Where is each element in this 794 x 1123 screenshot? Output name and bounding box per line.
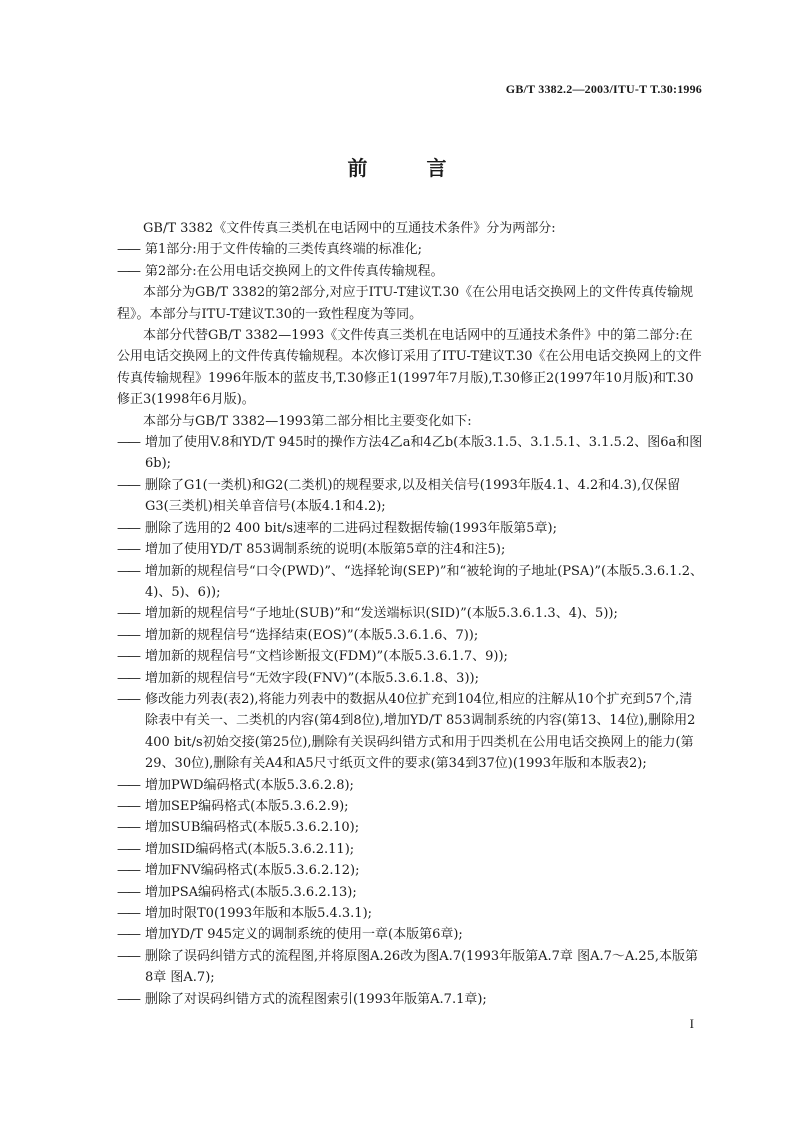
document-body <box>117 218 705 1010</box>
change-item: —— 删除了对误码纠错方式的流程图索引(1993年版第A.7.1章); <box>117 989 705 1010</box>
change-item: —— 删除了选用的2 400 bit/s速率的二进码过程数据传输(1993年版第5章); <box>117 518 705 539</box>
change-item: —— 增加SEP编码格式(本版5.3.6.2.9); <box>117 796 705 817</box>
change-item: —— 增加新的规程信号“选择结束(EOS)”(本版5.3.6.1.6、7)); <box>117 625 705 646</box>
part-2-item: —— 第2部分:在公用电话交换网上的文件传真传输规程。 <box>117 261 705 282</box>
changes-intro-paragraph: 本部分与GB/T 3382—1993第二部分相比主要变化如下: <box>143 413 472 429</box>
changes-list <box>117 432 705 1010</box>
change-item: —— 增加PWD编码格式(本版5.3.6.2.8); <box>117 775 705 796</box>
change-item: —— 修改能力列表(表2),将能力列表中的数据从40位扩充到104位,相应的注解从10个扩充到57个,清除表中有关一、二类机的内容(第4到8位),增加YD/T 853调制系统的内容(第13、14位),删除用2 400 bit/s初始交接(第25位),删除有关误码纠错方式和用于四类机在公用电话交换网上的能力(第29、30位),删除有关A4和A5尺寸纸页文件的要求(第34到37位)(1993年版和本版表2); <box>117 689 705 775</box>
standard-code-header: GB/T 3382.2—2003/ITU-T T.30:1996 <box>505 82 702 96</box>
change-item: —— 增加PSA编码格式(本版5.3.6.2.13); <box>117 882 705 903</box>
page-title: 前 言 <box>347 156 473 180</box>
change-item: —— 增加SUB编码格式(本版5.3.6.2.10); <box>117 817 705 838</box>
change-item: —— 增加了使用V.8和YD/T 945时的操作方法4乙a和4乙b(本版3.1.5、3.1.5.1、3.1.5.2、图6a和图6b); <box>117 432 705 475</box>
parts-list <box>117 239 705 282</box>
change-item: —— 增加新的规程信号“无效字段(FNV)”(本版5.3.6.1.8、3)); <box>117 668 705 689</box>
change-item: —— 增加新的规程信号“文档诊断报文(FDM)”(本版5.3.6.1.7、9)); <box>117 646 705 667</box>
change-item: —— 删除了误码纠错方式的流程图,并将原图A.26改为图A.7(1993年版第A.7章 图A.7～A.25,本版第8章 图A.7); <box>117 946 705 989</box>
part-1-item: —— 第1部分:用于文件传输的三类传真终端的标准化; <box>117 239 705 260</box>
page-number: I <box>689 1016 694 1031</box>
change-item: —— 增加时限T0(1993年版和本版5.4.3.1); <box>117 903 705 924</box>
change-item: —— 增加新的规程信号“子地址(SUB)”和“发送端标识(SID)”(本版5.3.6.1.3、4)、5)); <box>117 603 705 624</box>
change-item: —— 增加新的规程信号“口令(PWD)”、“选择轮询(SEP)”和“被轮询的子地址(PSA)”(本版5.3.6.1.2、4)、5)、6)); <box>117 561 705 604</box>
replacement-paragraph: 本部分代替GB/T 3382—1993《文件传真三类机在电话网中的互通技术条件》中的第二部分:在公用电话交换网上的文件传真传输规程。本次修订采用了ITU-T建议T.30《在公用电话交换网上的文件传真传输规程》1996年版本的蓝皮书,T.30修正1(1997年7月版),T.30修正2(1997年10月版)和T.30修正3(1998年6月版)。 <box>117 328 702 408</box>
change-item: —— 增加FNV编码格式(本版5.3.6.2.12); <box>117 860 705 881</box>
change-item: —— 增加YD/T 945定义的调制系统的使用一章(本版第6章); <box>117 924 705 945</box>
change-item: —— 增加了使用YD/T 853调制系统的说明(本版第5章的注4和注5); <box>117 539 705 560</box>
intro-paragraph: GB/T 3382《文件传真三类机在电话网中的互通技术条件》分为两部分: <box>143 221 556 236</box>
correspondence-paragraph: 本部分为GB/T 3382的第2部分,对应于ITU-T建议T.30《在公用电话交换网上的文件传真传输规程》。本部分与ITU-T建议T.30的一致性程度为等同。 <box>117 285 694 322</box>
change-item: —— 删除了G1(一类机)和G2(二类机)的规程要求,以及相关信号(1993年版4.1、4.2和4.3),仅保留G3(三类机)相关单音信号(本版4.1和4.2); <box>117 475 705 518</box>
change-item: —— 增加SID编码格式(本版5.3.6.2.11); <box>117 839 705 860</box>
